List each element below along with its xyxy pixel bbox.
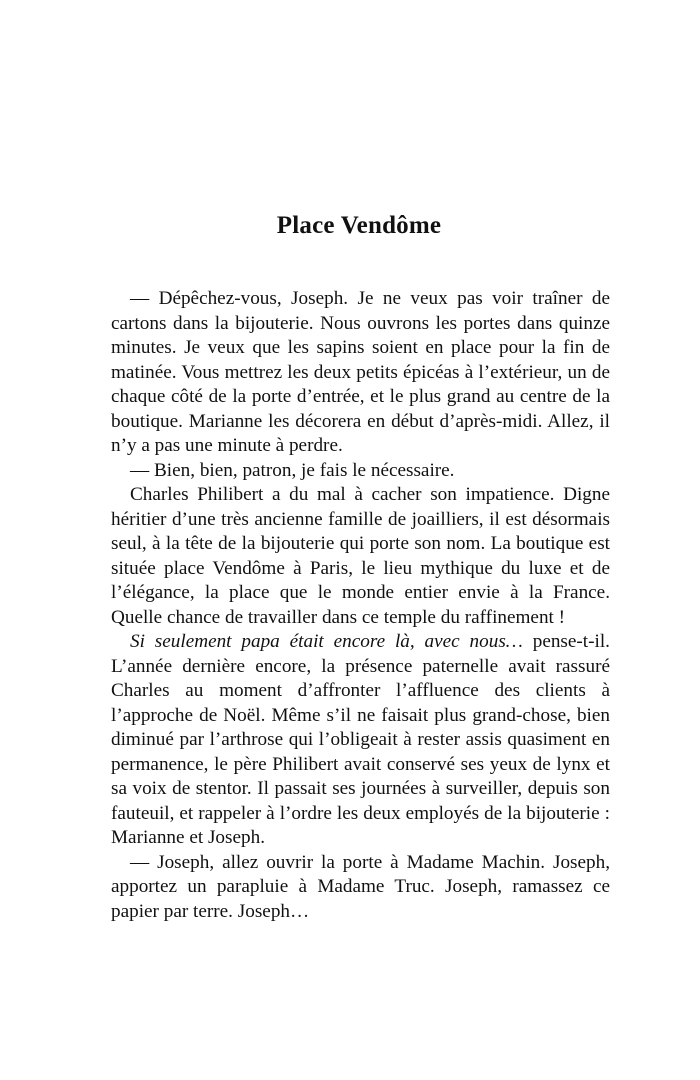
paragraph-1: — Dépêchez-vous, Joseph. Je ne veux pas voir traîner de cartons dans la bijouterie. Nous ouvrons les portes dans quinze minutes. Je veux que les sapins soient en place pour la fin de matinée. Vous mettrez les deux petits épicéas à l’extérieur, un de chaque côté de la porte d’entrée, et le plus grand au centre de la boutique. Marianne les décorera en début d’après-midi. Allez, il n’y a pas une minute à perdre. bbox=[111, 288, 610, 456]
chapter-text bbox=[111, 287, 610, 924]
paragraph-4-text: pense-t-il. L’année dernière encore, la présence paternelle avait rassuré Charles au moment d’affronter l’affluence des clients à l’approche de Noël. Même s’il ne faisait plus grand-chose, bien diminué par l’arthrose qui l’obligeait à rester assis quasiment en permanence, le père Philibert avait conservé ses yeux de lynx et sa voix de stentor. Il passait ses journées à surveiller, depuis son fauteuil, et rappeler à l’ordre les deux employés de la bijouterie : Marianne et Joseph. bbox=[111, 631, 610, 848]
chapter-title: Place Vendôme bbox=[276, 212, 442, 239]
paragraph-4-thought: Si seulement papa était encore là, avec nous… bbox=[130, 631, 523, 652]
paragraph-4 bbox=[111, 630, 610, 851]
paragraph-2: — Bien, bien, patron, je fais le nécessaire. bbox=[130, 459, 455, 481]
paragraph-3: Charles Philibert a du mal à cacher son impatience. Digne héritier d’une très ancienne famille de joailliers, il est désormais seul, à la tête de la bijouterie qui porte son nom. La boutique est située place Vendôme à Paris, le lieu mythique du luxe et de l’élégance, la place que le monde entier envie à la France. Quelle chance de travailler dans ce temple du raffinement ! bbox=[111, 484, 610, 628]
paragraph-5: — Joseph, allez ouvrir la porte à Madame Machin. Joseph, apportez un parapluie à Madame Truc. Joseph, ramassez ce papier par terre. Joseph… bbox=[111, 851, 610, 922]
